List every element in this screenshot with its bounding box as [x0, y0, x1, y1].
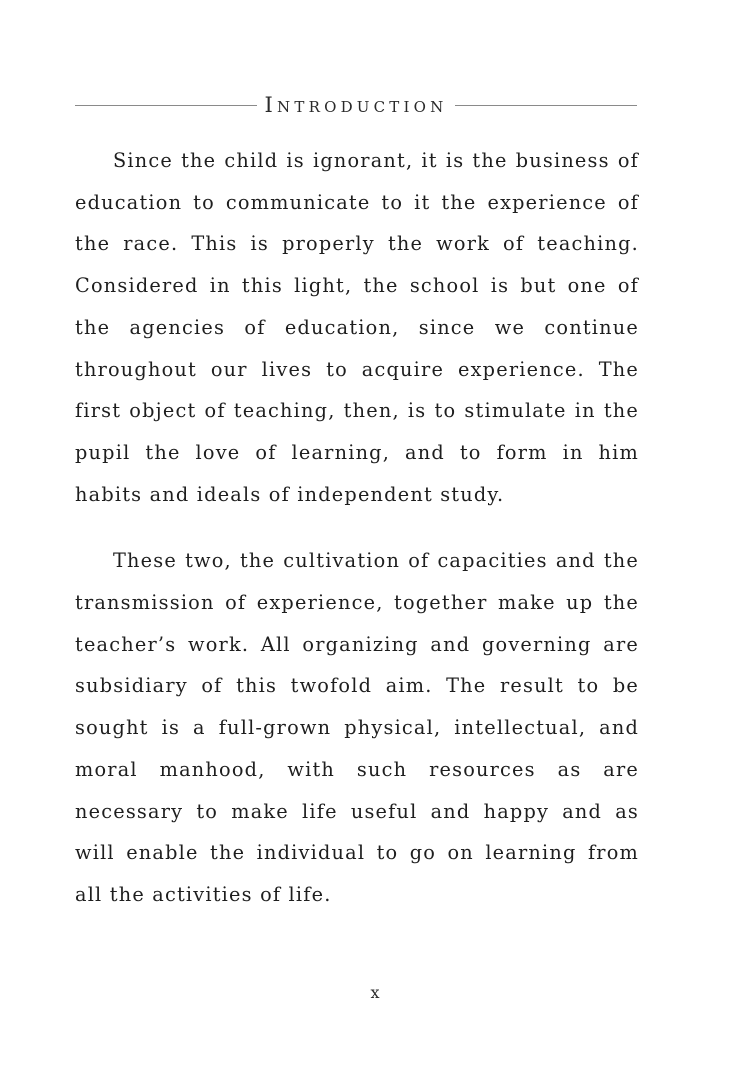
paragraph-2: These two, the cultivation of capacities and the transmission of experience, together make up the teacher’s work. All organizing and governing are subsidiary of this twofold aim. The result to be sought is a full-grown physical, intellectual, and moral manhood, with such resources as are necessary to make life useful and happy and as will enable the individual to go on learning from all the activities of life.	[75, 549, 639, 906]
body-text	[75, 140, 639, 916]
heading-rule-left	[75, 105, 257, 106]
paragraph-1: Since the child is ignorant, it is the business of education to communicate to it the experience of the race. This is properly the work of teaching. Considered in this light, the school is but one of the agencies of education, since we continue throughout our lives to acquire experience. The first object of teaching, then, is to stimulate in the pupil the love of learning, and to form in him habits and ideals of independent study.	[75, 149, 639, 506]
chapter-heading	[75, 90, 637, 120]
chapter-title: Introduction	[264, 93, 448, 117]
heading-rule-right	[455, 105, 637, 106]
page-number: x	[370, 983, 380, 1002]
